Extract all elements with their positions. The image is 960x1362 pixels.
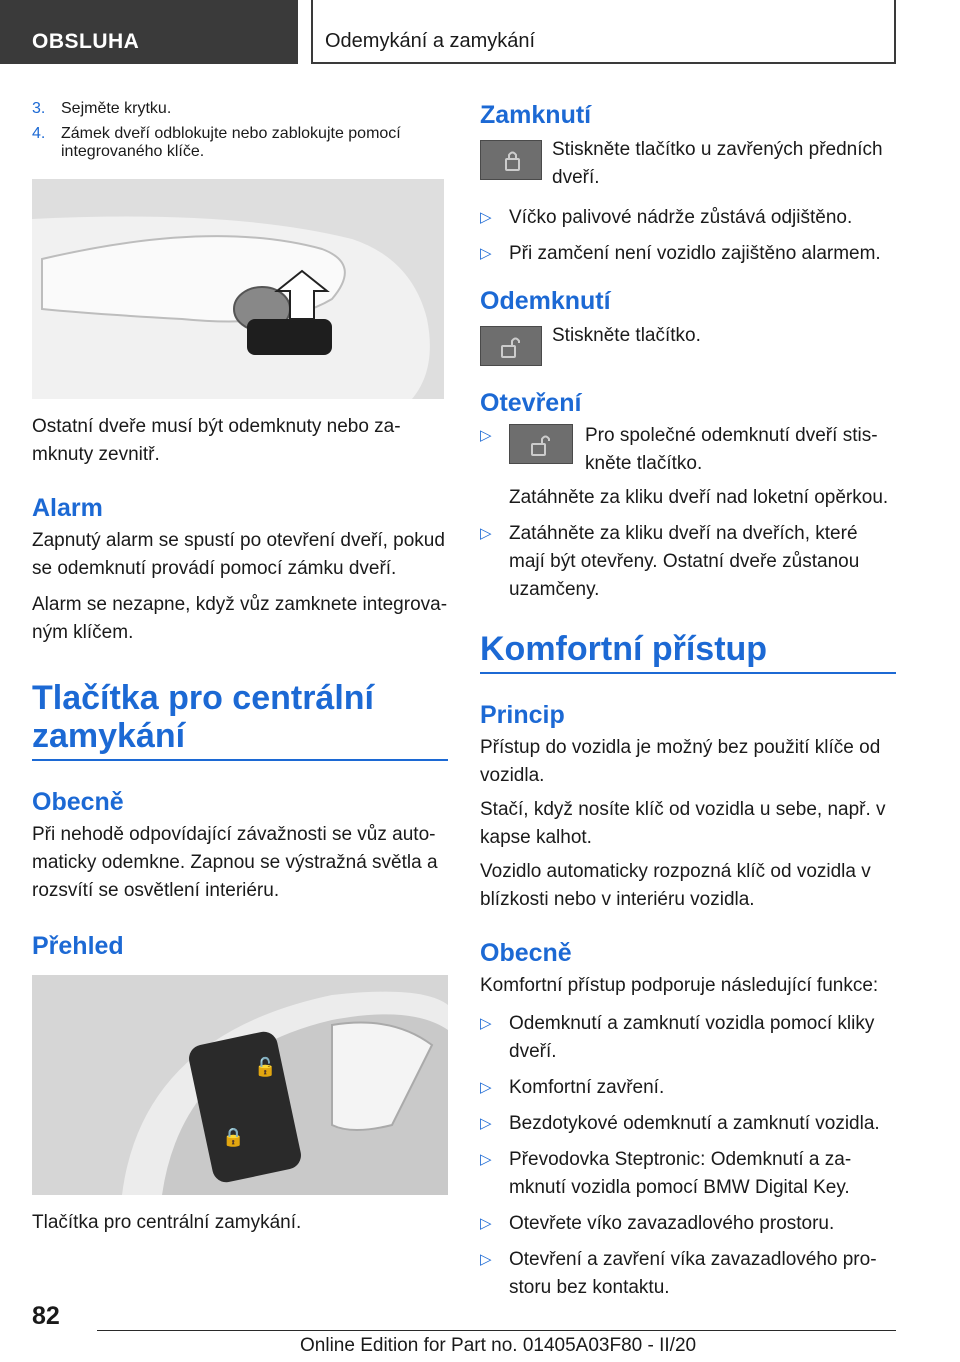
bullet-triangle-icon: ▷ <box>480 1079 492 1096</box>
unlock-button-image <box>480 326 542 366</box>
otevreni-list <box>480 422 896 604</box>
heading-odemknuti: Odemknutí <box>480 287 611 315</box>
step-number: 4. <box>32 125 46 142</box>
bullet-triangle-icon: ▷ <box>480 1015 492 1032</box>
svg-text:🔓: 🔓 <box>254 1057 277 1078</box>
list-item: ▷ Komfortní zavření. <box>480 1074 896 1102</box>
bullet-triangle-icon: ▷ <box>480 1215 492 1232</box>
body-text: Alarm se nezapne, když vůz zamknete integrovaným klíčem. <box>32 594 448 643</box>
unlock-button-image <box>509 424 573 464</box>
list-item: ▷ Odemknutí a zamknutí vozidla pomocí kliky dveří. <box>480 1010 896 1066</box>
list-item <box>480 422 896 512</box>
bullet-triangle-icon: ▷ <box>480 1151 492 1168</box>
step-text: Zámek dveří odblokujte nebo zablokujte pomocí integrovaného klíče. <box>61 125 401 160</box>
body-text: Vozidlo automaticky rozpozná klíč od vozidla v blízkosti nebo v interiéru vozidla. <box>480 861 871 910</box>
door-lock-image <box>32 179 444 399</box>
heading-alarm: Alarm <box>32 494 103 522</box>
body-text: Stiskněte tlačítko. <box>552 325 701 346</box>
heading-obecne: Obecně <box>480 939 572 967</box>
body-text: Stiskněte tlačítko u zavřených předních dveří. <box>552 139 883 188</box>
svg-text:🔒: 🔒 <box>222 1127 245 1148</box>
right-column <box>480 100 896 1310</box>
bullet-triangle-icon: ▷ <box>480 1251 492 1268</box>
central-locking-buttons-image <box>32 975 448 1195</box>
body-text: Komfortní přístup podporuje následující funkce: <box>480 975 879 996</box>
header-section-tab <box>0 0 298 64</box>
unlock-all-button-row <box>509 422 896 478</box>
bullet-triangle-icon: ▷ <box>480 525 492 542</box>
unlock-button-row <box>480 322 896 370</box>
list-item: ▷ Otevření a zavření víka zavazadlového prostoru bez kontaktu. <box>480 1246 896 1302</box>
bullet-triangle-icon: ▷ <box>480 209 492 226</box>
body-text: Při nehodě odpovídající závažnosti se vůz automaticky odemkne. Zapnou se výstražná světla a rozsvítí se osvětlení interiéru. <box>32 824 438 901</box>
lock-icon <box>481 141 543 181</box>
list-item: ▷ Převodovka Steptronic: Odemknutí a zamknutí vozidla pomocí BMW Digital Key. <box>480 1146 896 1202</box>
footer-edition: Online Edition for Part no. 01405A03F80 - II/20 <box>300 1335 697 1356</box>
image-caption: Tlačítka pro centrální zamykání. <box>32 1212 302 1233</box>
step-item <box>32 125 448 161</box>
lock-button-image <box>480 140 542 180</box>
list-item: ▷ Při zamčení není vozidlo zajištěno alarmem. <box>480 240 896 268</box>
footer-rule <box>97 1330 896 1331</box>
section-title-comfort-access: Komfortní přístup <box>480 630 896 674</box>
section-title-central-locking: Tlačítka pro centrální zamykání <box>32 679 448 761</box>
bullet-triangle-icon: ▷ <box>480 427 492 444</box>
body-text: Ostatní dveře musí být odemknuty nebo zamknuty zevnitř. <box>32 416 401 465</box>
list-item: ▷ Otevřete víko zavazadlového prostoru. <box>480 1210 896 1238</box>
body-text: Zapnutý alarm se spustí po otevření dveří, pokud se odemknutí provádí pomocí zámku dveří. <box>32 530 445 579</box>
list-item: ▷ Zatáhněte za kliku dveří na dveřích, které mají být otevřeny. Ostatní dveře zůstanou uzamčeny. <box>480 520 896 604</box>
step-number: 3. <box>32 100 46 117</box>
body-text: Zatáhněte za kliku dveří nad loketní opěrkou. <box>509 487 889 508</box>
lock-button-row <box>480 136 896 192</box>
header-chapter: Odemykání a zamykání <box>325 30 536 52</box>
step-item <box>32 100 448 118</box>
door-panel-illustration <box>32 975 448 1195</box>
heading-otevreni: Otevření <box>480 389 582 417</box>
page-number: 82 <box>32 1302 60 1330</box>
heading-zamknuti: Zamknutí <box>480 101 592 129</box>
list-item: ▷ Bezdotykové odemknutí a zamknutí vozidla. <box>480 1110 896 1138</box>
list-item: ▷ Víčko palivové nádrže zůstává odjištěno. <box>480 204 896 232</box>
header-section: OBSLUHA <box>32 30 140 53</box>
unlock-icon <box>510 425 574 465</box>
door-handle-illustration <box>32 179 444 399</box>
comfort-access-functions-list <box>480 1010 896 1302</box>
zamknuti-list <box>480 204 896 268</box>
body-text: Přístup do vozidla je možný bez použití klíče od vozidla. <box>480 737 881 786</box>
body-text: Pro společné odemknutí dveří stiskněte tlačítko. <box>585 425 878 474</box>
unlock-icon <box>481 327 543 367</box>
step-text: Sejměte krytku. <box>61 100 172 117</box>
heading-prehled: Přehled <box>32 932 124 960</box>
body-text: Stačí, když nosíte klíč od vozidla u sebe, např. v kapse kalhot. <box>480 799 886 848</box>
heading-princip: Princip <box>480 701 565 729</box>
bullet-triangle-icon: ▷ <box>480 1115 492 1132</box>
left-column <box>32 100 448 1237</box>
bullet-triangle-icon: ▷ <box>480 245 492 262</box>
heading-obecne: Obecně <box>32 788 124 816</box>
header-chapter-tab <box>311 0 896 64</box>
